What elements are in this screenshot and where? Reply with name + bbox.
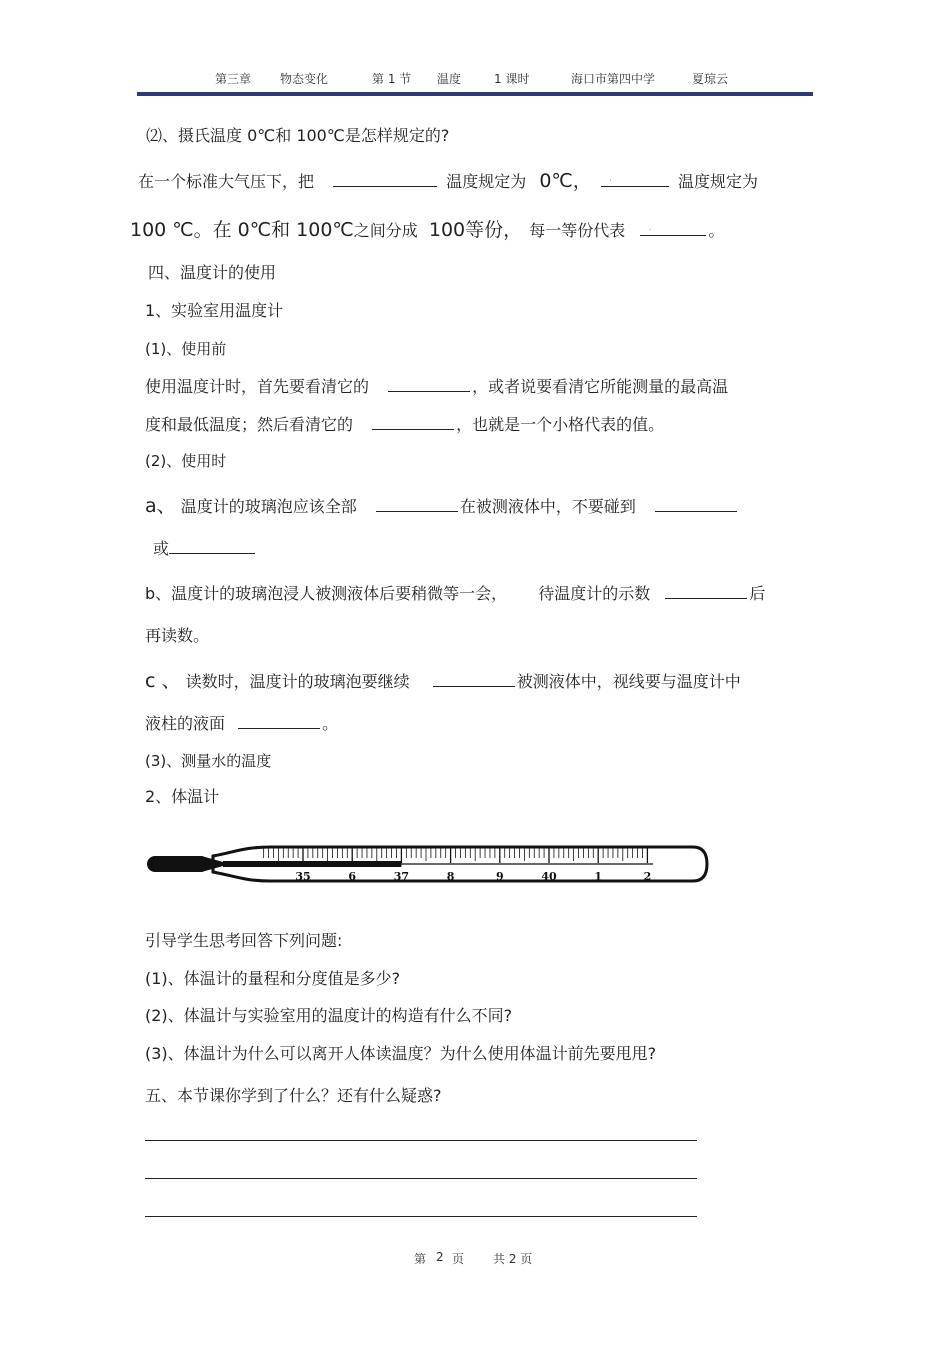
measure-label: (3)、测量水的温度	[145, 752, 272, 770]
q2-l1-text-c: 0℃，	[539, 170, 592, 192]
q2-title: ⑵、摄氏温度 0℃和 100℃是怎样规定的?	[146, 126, 450, 145]
section-4-title: 四、温度计的使用	[148, 263, 277, 282]
q2-l2-text-e: 每一等份代表	[529, 221, 626, 240]
footer-page-suffix: 页	[452, 1252, 465, 1266]
c-l2-text-b: 。	[322, 714, 339, 733]
fill-blank[interactable]	[169, 537, 255, 554]
q2-l2-text-a: 100 ℃。在 0℃和 100℃	[130, 219, 354, 241]
q2-l1-text-a: 在一个标准大气压下，把	[138, 172, 315, 191]
footer-page-number: 2	[436, 1250, 444, 1264]
scale-label: 35	[295, 870, 311, 883]
clinical-thermometer	[145, 838, 710, 890]
a-mark: a、	[145, 495, 176, 517]
fill-blank[interactable]	[376, 495, 458, 512]
header-section: 第 1 节	[372, 72, 412, 86]
q2-line1	[138, 170, 758, 192]
during-label: (2)、使用时	[145, 452, 227, 470]
b-l1-text-b: 待温度计的示数	[538, 584, 651, 603]
a-l1-text-b: 在被测液体中，不要碰到	[459, 497, 636, 516]
question-3: (3)、体温计为什么可以离开人体读温度？为什么使用体温计前先要甩甩?	[145, 1044, 657, 1063]
header-section-title: 温度	[437, 72, 462, 86]
fill-blank[interactable]	[655, 495, 737, 512]
scale-label: 9	[495, 870, 504, 883]
b-line2: 再读数。	[145, 626, 210, 645]
fill-blank[interactable]	[388, 375, 470, 392]
c-mark: c 、	[145, 670, 181, 692]
c-l2-text-a: 液柱的液面	[145, 714, 226, 733]
before-l2-text-a: 度和最低温度；然后看清它的	[145, 415, 354, 434]
scale-label: 8	[446, 870, 455, 883]
answer-line[interactable]	[145, 1140, 697, 1141]
scale-label: 1	[594, 870, 603, 883]
b-line1	[145, 582, 765, 604]
q2-l2-text-c: 100	[428, 219, 466, 241]
q2-l2-text-d: 等份，	[465, 219, 523, 241]
before-l2-text-b: ，也就是一个小格代表的值。	[456, 415, 665, 434]
header-school: 海口市第四中学	[571, 72, 656, 86]
q2-l2-end: 。	[708, 221, 725, 240]
q2-l1-text-b: 温度规定为	[446, 172, 527, 191]
q2-line2	[130, 219, 724, 241]
q2-l1-text-d: 温度规定为	[677, 172, 758, 191]
scale-label: 40	[541, 870, 557, 883]
before-line2	[145, 413, 664, 435]
page-header	[0, 70, 950, 90]
mercury-column	[223, 861, 401, 867]
b-l1-text-a: b、温度计的玻璃泡浸人被测液体后要稍微等一会，	[145, 584, 508, 603]
scale-label: 2	[643, 870, 652, 883]
header-author: 夏琼云	[692, 72, 729, 86]
a-line2	[153, 537, 255, 559]
questions-intro: 引导学生思考回答下列问题:	[145, 931, 343, 950]
fill-blank[interactable]	[433, 670, 515, 687]
section-4-sub2: 2、体温计	[145, 787, 220, 806]
fill-blank[interactable]	[333, 170, 437, 187]
before-label: (1)、使用前	[145, 340, 227, 358]
question-2: (2)、体温计与实验室用的温度计的构造有什么不同?	[145, 1006, 513, 1025]
section-5-title: 五、本节课你学到了什么？还有什么疑惑?	[145, 1086, 442, 1105]
footer-total-pages: 共 2 页	[493, 1252, 533, 1266]
a-l1-text-a: 温度计的玻璃泡应该全部	[180, 497, 357, 516]
answer-line[interactable]	[145, 1178, 697, 1179]
c-l1-text-b: 被测液体中，视线要与温度计中	[516, 672, 741, 691]
c-line1	[145, 670, 741, 692]
header-chapter-title: 物态变化	[280, 72, 329, 86]
before-l1-text-a: 使用温度计时，首先要看清它的	[145, 377, 370, 396]
fill-blank[interactable]: .	[640, 219, 706, 236]
c-line2	[145, 712, 338, 734]
header-lesson: 1 课时	[494, 72, 530, 86]
section-4-sub1: 1、实验室用温度计	[145, 301, 284, 320]
header-chapter: 第三章	[215, 72, 252, 86]
before-line1	[145, 375, 728, 397]
a-line1	[145, 495, 737, 517]
c-l1-text-a: 读数时，温度计的玻璃泡要继续	[185, 672, 410, 691]
fill-blank[interactable]: .	[601, 170, 669, 187]
answer-line[interactable]	[145, 1216, 697, 1217]
before-l1-text-b: ，或者说要看清它所能测量的最高温	[472, 377, 729, 396]
footer-page-prefix: 第	[414, 1252, 427, 1266]
q2-l2-text-b: 之间分成	[353, 221, 418, 240]
header-rule	[137, 92, 813, 96]
scale-label: 37	[393, 870, 410, 883]
b-l1-text-c: 后	[749, 584, 766, 603]
fill-blank[interactable]	[665, 582, 747, 599]
scale-label: 6	[348, 870, 357, 883]
fill-blank[interactable]	[238, 712, 320, 729]
thermometer-bulb	[147, 856, 209, 872]
fill-blank[interactable]	[372, 413, 454, 430]
a-l2-text: 或	[153, 539, 170, 558]
question-1: (1)、体温计的量程和分度值是多少?	[145, 969, 401, 988]
